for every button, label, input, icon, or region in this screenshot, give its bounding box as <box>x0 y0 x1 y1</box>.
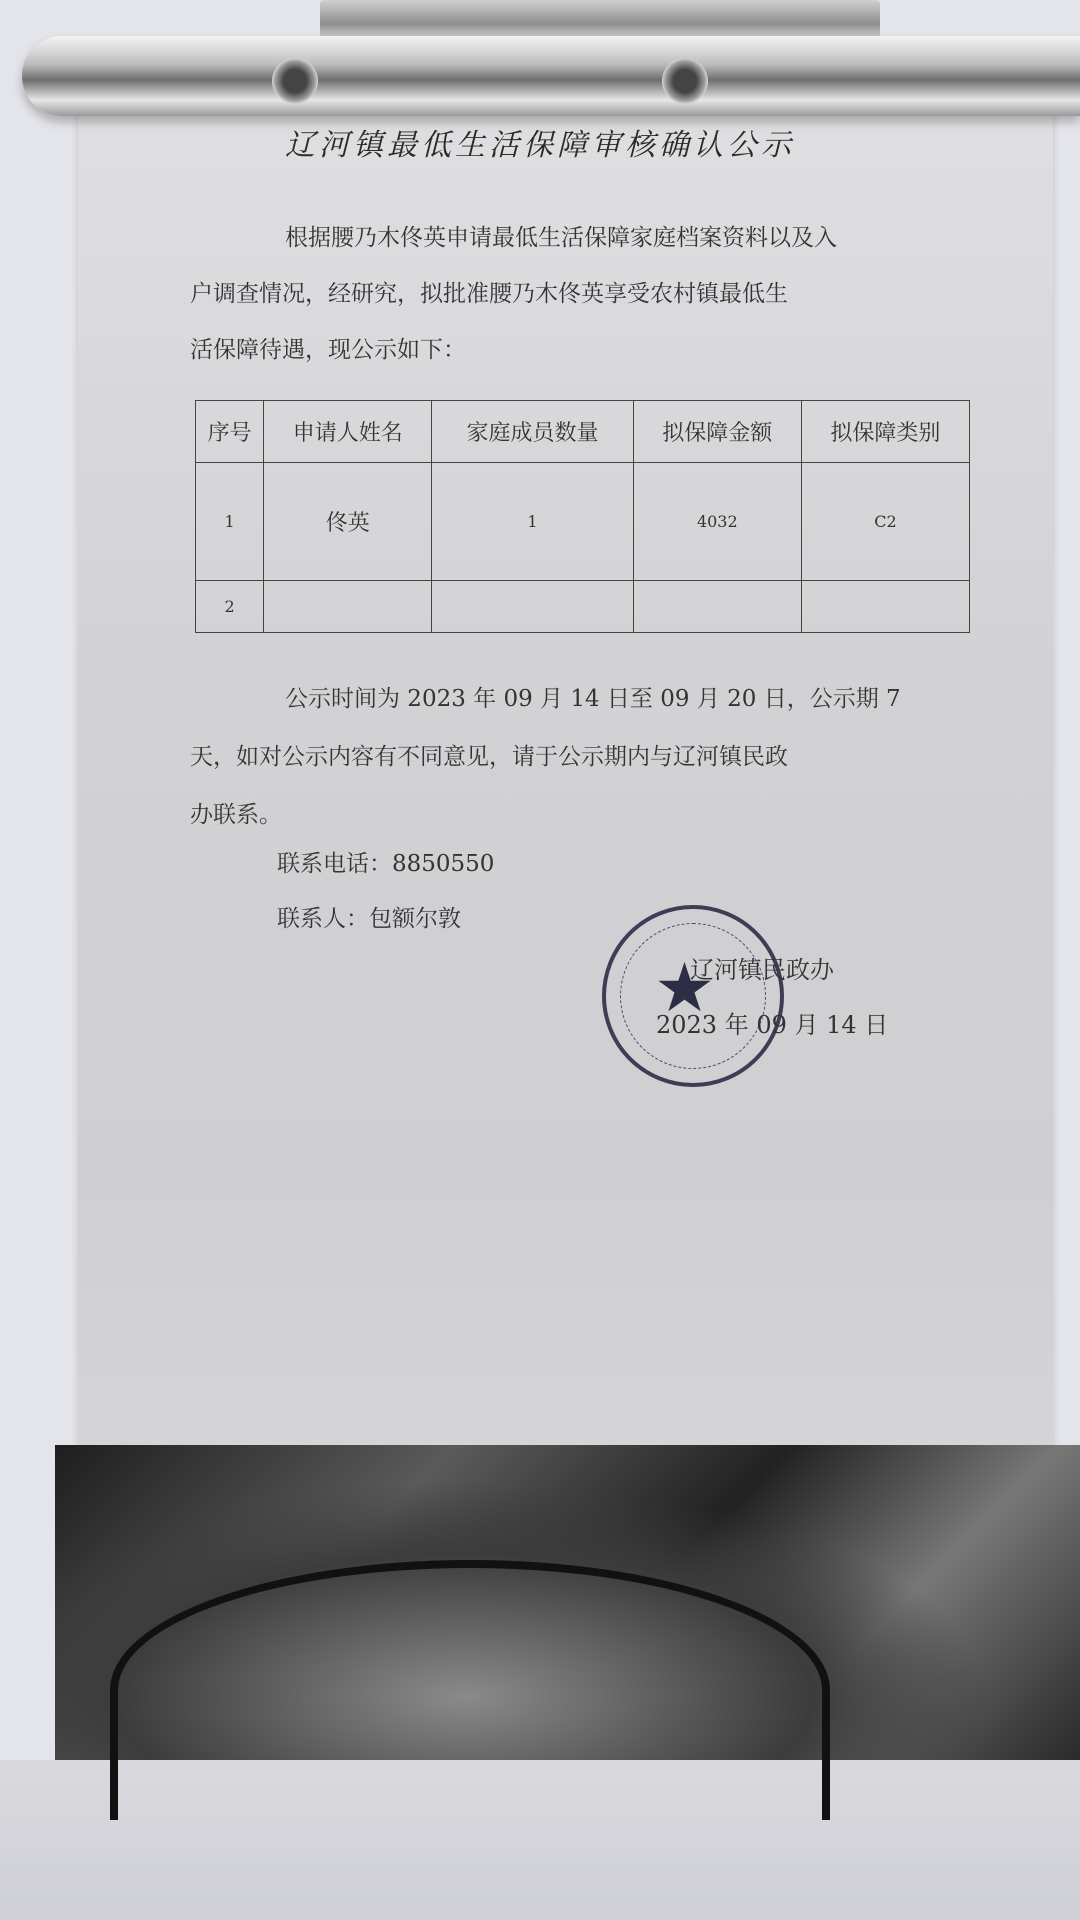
table-cell <box>801 581 969 633</box>
sign-date: 2023 年 09 月 14 日 <box>656 1011 889 1039</box>
intro-line: 活保障待遇，现公示如下： <box>190 337 466 363</box>
table-cell <box>264 581 432 633</box>
notice-paragraph <box>190 670 960 844</box>
table-cell: 佟英 <box>264 463 432 581</box>
table-row <box>196 581 970 633</box>
table-header: 序号 <box>196 401 264 463</box>
clipboard-clip-bar <box>22 36 1080 116</box>
table-cell: C2 <box>801 463 969 581</box>
clip-rivet-icon <box>662 58 708 104</box>
intro-line: 根据腰乃木佟英申请最低生活保障家庭档案资料以及入 <box>285 225 837 251</box>
contact-phone: 联系电话：8850550 <box>277 851 495 877</box>
official-seal <box>602 905 784 1087</box>
signer-office: 辽河镇民政办 <box>690 956 834 984</box>
table-cell: 4032 <box>633 463 801 581</box>
applicant-table <box>195 400 970 633</box>
notice-line: 公示时间为 2023 年 09 月 14 日至 09 月 20 日，公示期 7 <box>285 686 901 712</box>
table-header: 拟保障类别 <box>801 401 969 463</box>
table-header: 拟保障金额 <box>633 401 801 463</box>
table-header-row <box>196 401 970 463</box>
document-title: 辽河镇最低生活保障审核确认公示 <box>285 128 795 163</box>
table-header: 申请人姓名 <box>264 401 432 463</box>
notice-line: 办联系。 <box>190 802 282 828</box>
clipboard-clip-base <box>320 0 880 40</box>
background-photo-curve <box>110 1560 830 1820</box>
contact-person: 联系人：包额尔敦 <box>277 906 461 932</box>
intro-line: 户调查情况，经研究，拟批准腰乃木佟英享受农村镇最低生 <box>190 281 788 307</box>
table-cell <box>633 581 801 633</box>
table-row <box>196 463 970 581</box>
clip-rivet-icon <box>272 58 318 104</box>
table-header: 家庭成员数量 <box>432 401 633 463</box>
table-cell <box>432 581 633 633</box>
star-icon: ★ <box>654 949 715 1028</box>
table-cell: 1 <box>432 463 633 581</box>
notice-line: 天，如对公示内容有不同意见，请于公示期内与辽河镇民政 <box>190 744 788 770</box>
table-cell: 2 <box>196 581 264 633</box>
intro-paragraph <box>190 210 950 378</box>
table-cell: 1 <box>196 463 264 581</box>
